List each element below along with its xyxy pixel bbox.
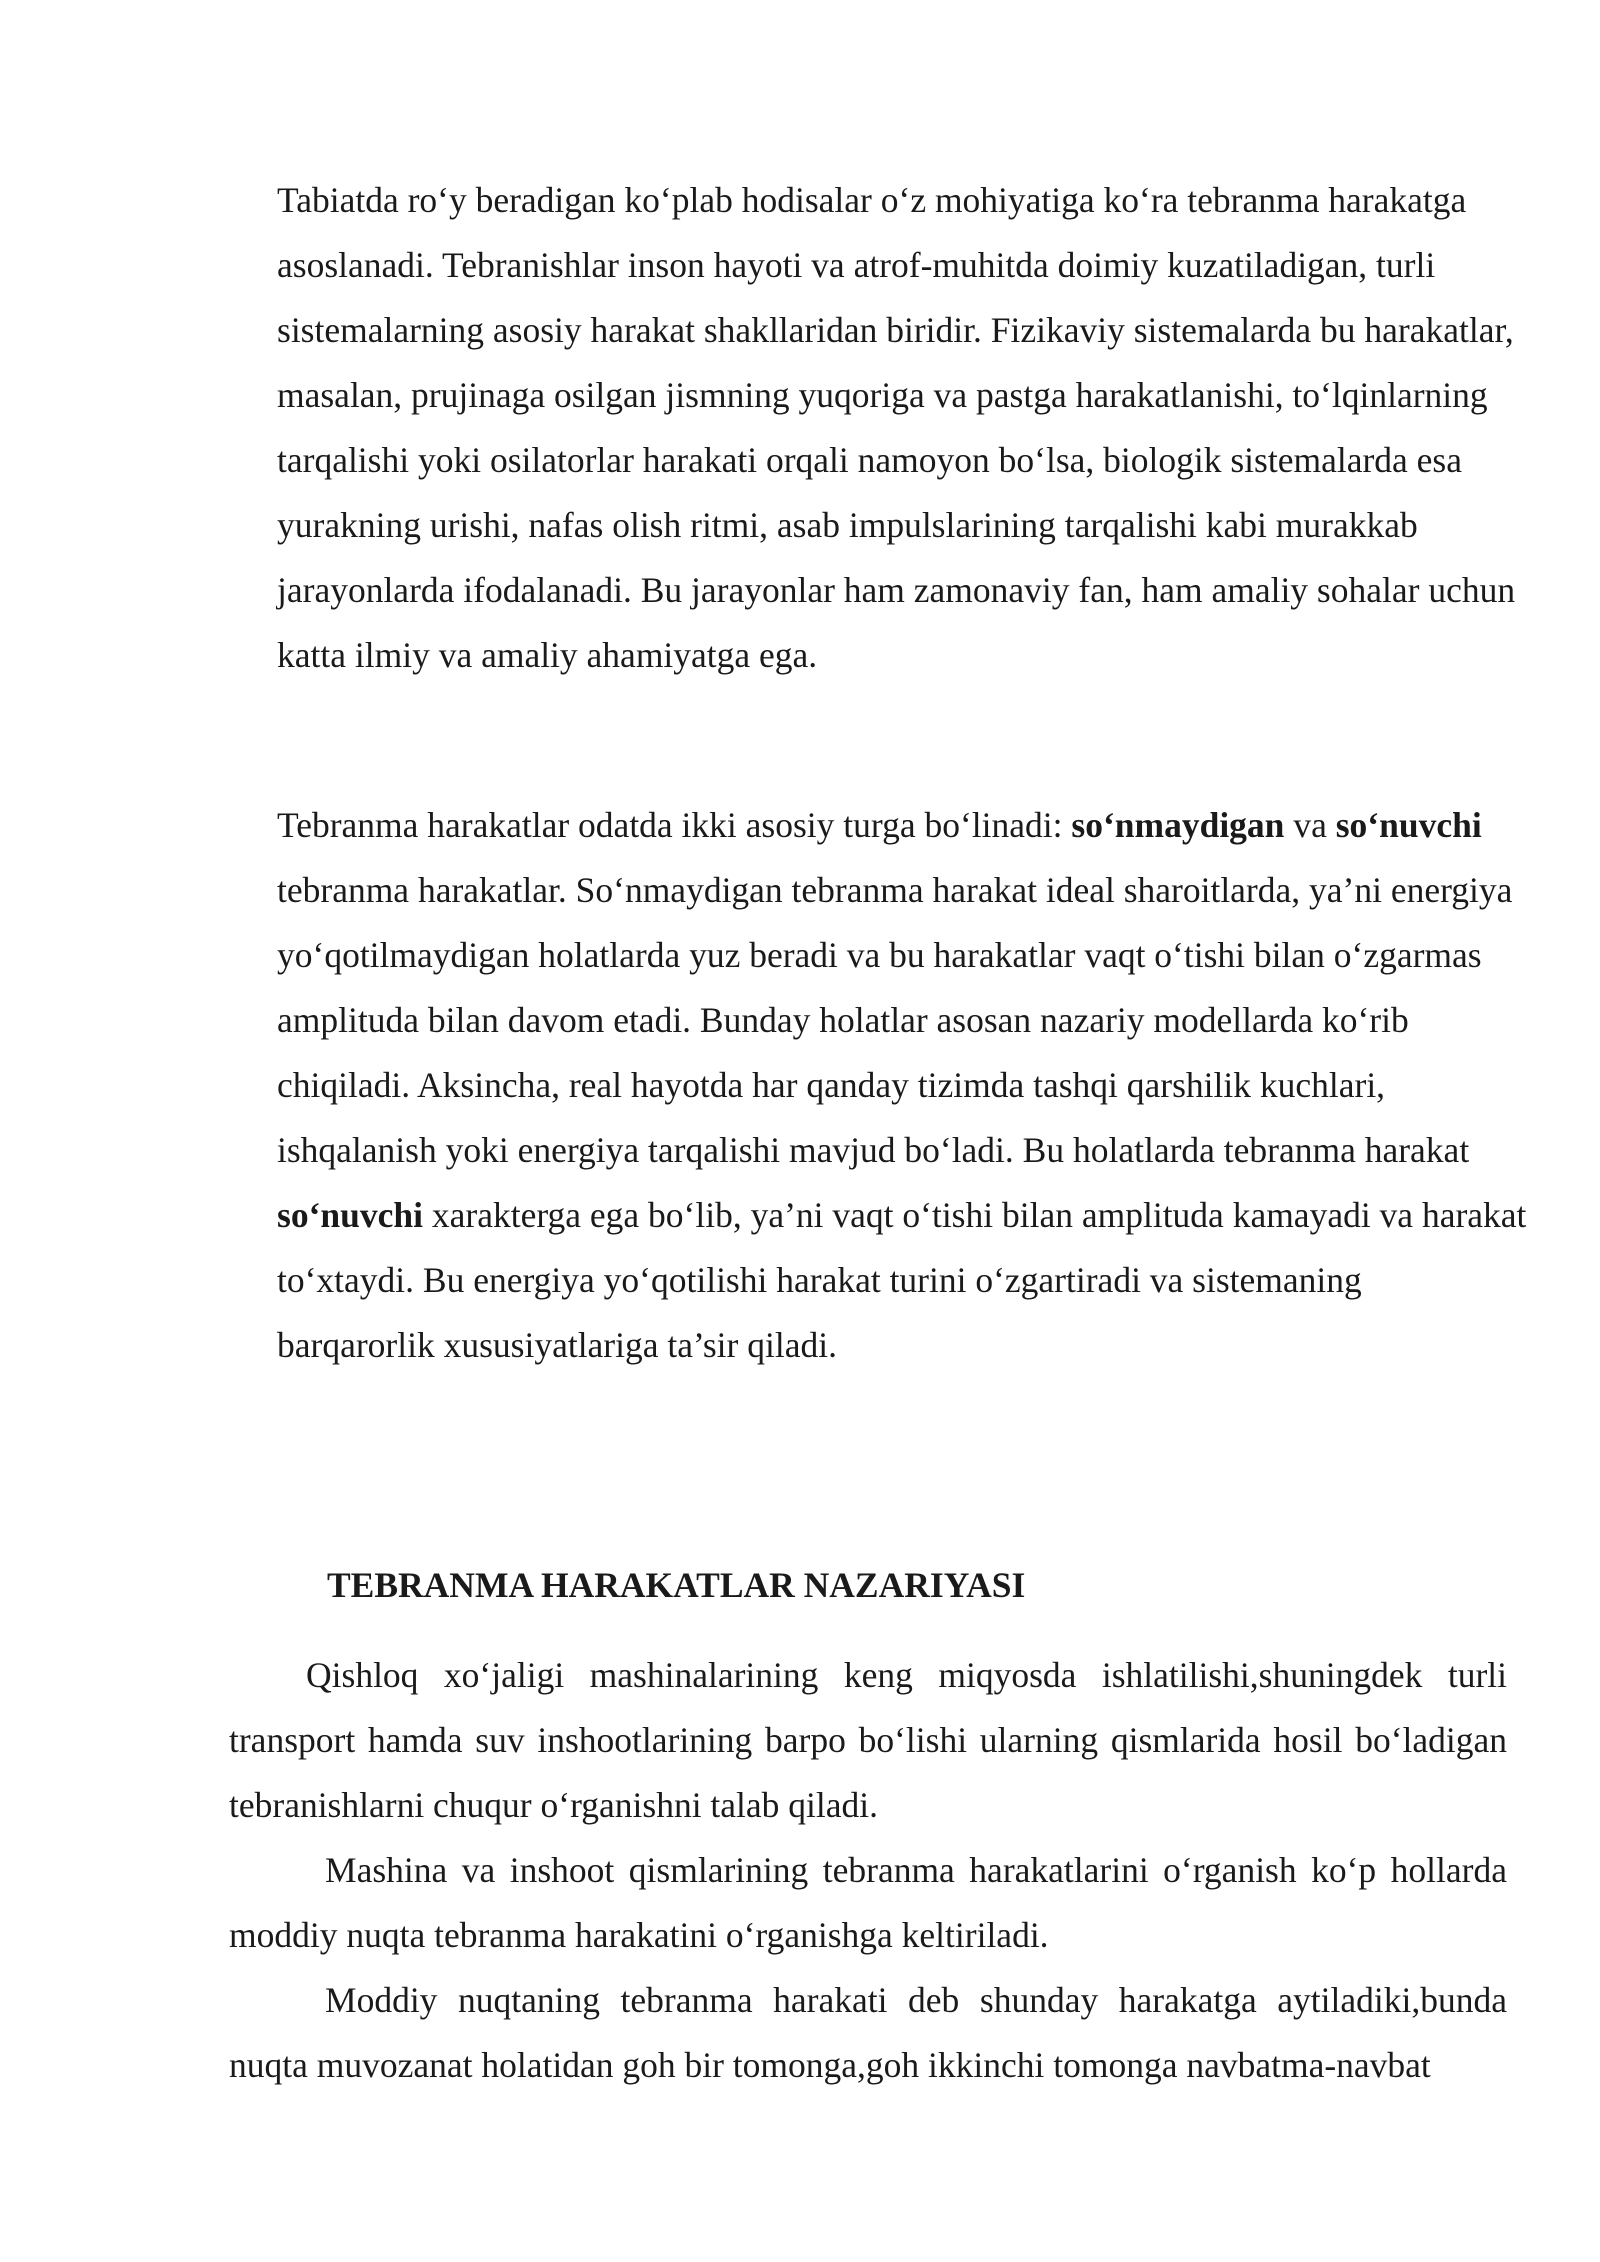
intro-paragraph-2-part-1: Tebranma harakatlar odatda ikki asosiy turga bo‘linadi: [277, 805, 1072, 845]
body-paragraph-3: Moddiy nuqtaning tebranma harakati deb shunday harakatga aytiladiki,bunda nuqta muvozanat holatidan goh bir tomonga,goh ikkinchi tomonga navbatma-navbat [229, 1980, 1507, 2085]
intro-paragraph-2 [277, 793, 1527, 1378]
intro-paragraph-1: Tabiatda ro‘y beradigan ko‘plab hodisalar o‘z mohiyatiga ko‘ra tebranma harakatga asoslanadi. Tebranishlar inson hayoti va atrof-muhitda doimiy kuzatiladigan, turli sistemalarning asosiy harakat shakllaridan biridir. Fizikaviy sistemalarda bu harakatlar, masalan, prujinaga osilgan jismning yuqoriga va pastga harakatlanishi, to‘lqinlarning tarqalishi yoki osilatorlar harakati orqali namoyon bo‘lsa, biologik sistemalarda esa yurakning urishi, nafas olish ritmi, asab impulslarining tarqalishi kabi murakkab jarayonlarda ifodalanadi. Bu jarayonlar ham zamonaviy fan, ham amaliy sohalar uchun katta ilmiy va amaliy ahamiyatga ega. [277, 180, 1516, 675]
intro-paragraph-2-part-4: xarakterga ega bo‘lib, ya’ni vaqt o‘tishi bilan amplituda kamayadi va harakat to‘xtaydi. Bu energiya yo‘qotilishi harakat turini o‘zgartiradi va sistemaning barqarorlik xususiyatlariga ta’sir qiladi. [277, 1195, 1527, 1365]
section-body [229, 1643, 1507, 2098]
body-paragraph-2: Mashina va inshoot qismlarining tebranma harakatlarini o‘rganish ko‘p hollarda moddiy nuqta tebranma harakatini o‘rganishga keltiriladi. [229, 1850, 1507, 1955]
intro-paragraph-2-part-3: tebranma harakatlar. So‘nmaydigan tebranma harakat ideal sharoitlarda, ya’ni energiya yo‘qotilmaydigan holatlarda yuz beradi va bu harakatlar vaqt o‘tishi bilan o‘zgarmas amplituda bilan davom etadi. Bunday holatlar asosan nazariy modellarda ko‘rib chiqiladi. Aksincha, real hayotda har qanday tizimda tashqi qarshilik kuchlari, ishqalanish yoki energiya tarqalishi mavjud bo‘ladi. Bu holatlarda tebranma harakat [277, 870, 1513, 1170]
body-paragraph-1: Qishloq xo‘jaligi mashinalarining keng miqyosda ishlatilishi,shuningdek turli transport hamda suv inshootlarining barpo bo‘lishi ularning qismlarida hosil bo‘ladigan tebranishlarni chuqur o‘rganishni talab qiladi. [229, 1655, 1507, 1825]
section-heading: TEBRANMA HARAKATLAR NAZARIYASI [327, 1565, 1026, 1605]
term-so-nmaydigan: so‘nmaydigan [1071, 805, 1285, 845]
term-so-nuvchi: so‘nuvchi [1335, 805, 1482, 845]
term-so-nuvchi-2: so‘nuvchi [277, 1195, 423, 1235]
intro-paragraph-2-part-2: va [1284, 805, 1336, 845]
